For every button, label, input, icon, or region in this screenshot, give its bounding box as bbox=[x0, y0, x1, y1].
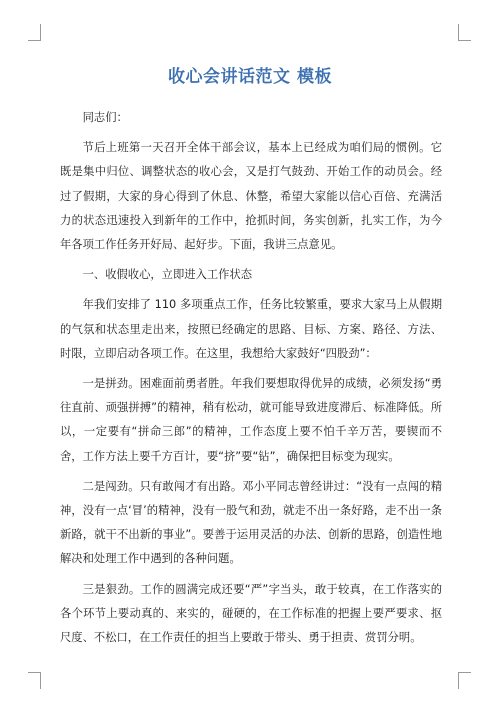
intro-paragraph: 节后上班第一天召开全体干部会议，基本上已经成为咱们局的惯例。它既是集中归位、调整状态的收心会，又是打气鼓劲、开始工作的动员会。经过了假期，大家的身心得到了休息、休整，希望大家能以信心百倍、充满活力的状态迅速投入到新年的工作中，抢抓时间，务实创新，扎实工作，为今年各项工作任务开好局、起好步。下面，我讲三点意见。 bbox=[60, 141, 442, 252]
section-heading-1: 一、收假收心，立即进入工作状态 bbox=[82, 268, 253, 282]
greeting-paragraph: 同志们： bbox=[82, 111, 128, 124]
point-3-paragraph: 三是狠劲。工作的圆满完成还要“严”字当头，敢于较真，在工作落实的各个环节上要动真的、来实的，碰硬的，在工作标准的把握上要严要求、抠尺度、不松口，在工作责任的担当上要敢于带头、勇于担责、赏罚分明。 bbox=[60, 582, 442, 645]
crop-mark-bottom-left bbox=[28, 672, 41, 689]
point-1-paragraph: 一是拼劲。困难面前勇者胜。年我们要想取得优异的成绩，必须发扬“勇往直前、顽强拼搏”的精神，稍有松动，就可能导致进度滞后、标准降低。所以，一定要有“拼命三郎”的精神，工作态度上要不怕千辛万苦，要锲而不舍，工作方法上要千方百计，要“挤”要“钻”，确保把目标变为现实。 bbox=[60, 377, 442, 463]
section-1-paragraph: 年我们安排了 110 多项重点工作，任务比较繁重，要求大家马上从假期的气氛和状态里走出来，按照已经确定的思路、目标、方案、路径、方法、时限，立即启动各项工作。在这里，我想给大家鼓好“四股劲”： bbox=[60, 298, 442, 360]
document-body bbox=[60, 106, 442, 656]
document-title: 收心会讲话范文 模板 bbox=[168, 67, 332, 87]
crop-mark-top-right bbox=[458, 24, 471, 41]
crop-mark-bottom-right bbox=[458, 672, 471, 689]
crop-mark-top-left bbox=[28, 24, 41, 41]
point-2-paragraph: 二是闯劲。只有敢闯才有出路。邓小平同志曾经讲过：“没有一点闯的精神，没有一点‘冒’的精神，没有一股气和劲，就走不出一条好路，走不出一条新路，就干不出新的事业”。要善于运用灵活的办法、创新的思路，创造性地解决和处理工作中遇到的各种问题。 bbox=[60, 479, 442, 566]
